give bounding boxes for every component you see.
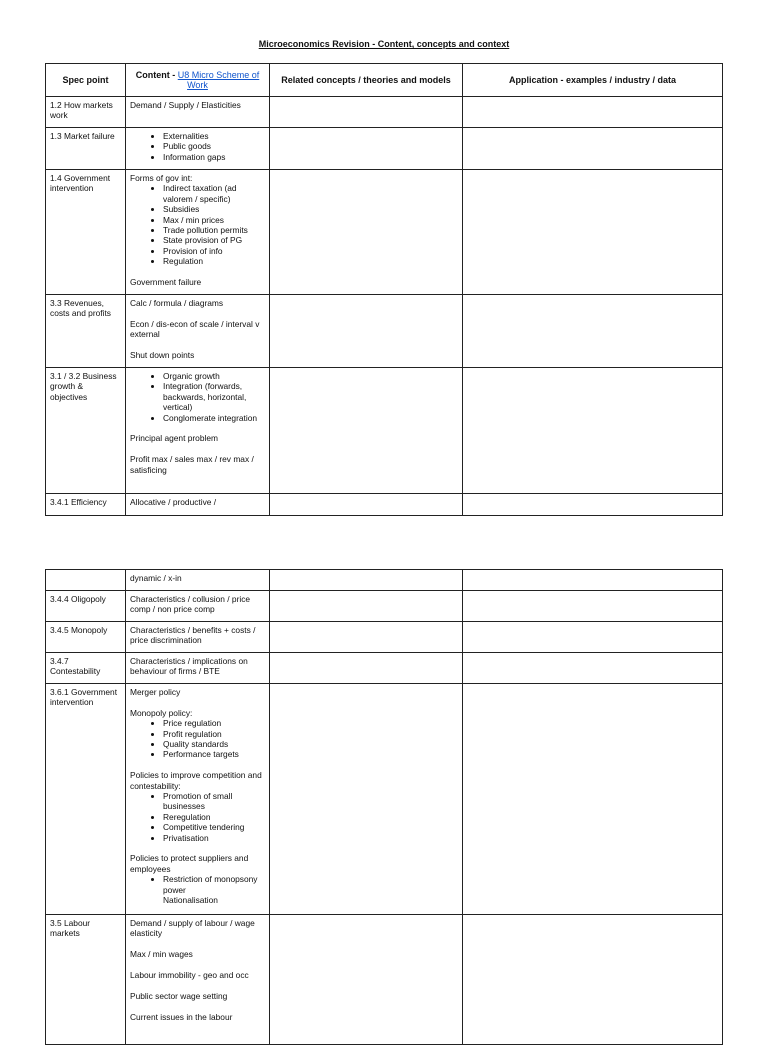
list-item: • Provision of info [163,246,265,256]
header-content-label: Content - [135,69,178,80]
content-block [130,708,265,760]
related-concepts-cell[interactable] [270,368,463,494]
application-cell[interactable] [463,684,723,915]
content-block [130,497,265,507]
list-item: • Price regulation [163,718,265,728]
list-item: • Subsidies [163,204,265,214]
content-text: Demand / Supply / Elasticities [130,100,241,110]
related-concepts-cell[interactable] [270,570,463,591]
content-text: Characteristics / collusion / price comp / non price comp [130,594,251,615]
content-text: Policies to improve competition and contestability: [130,770,262,791]
bullet-list [130,718,265,760]
content-cell [126,295,270,368]
content-text: Merger policy [130,687,181,697]
application-cell[interactable] [463,128,723,170]
spec-point-cell: 1.4 Government intervention [46,170,126,295]
spec-point-cell: 1.2 How markets work [46,97,126,128]
content-block [130,173,265,267]
content-cell [126,97,270,128]
table-row [46,368,723,494]
related-concepts-cell[interactable] [270,170,463,295]
table-row [46,622,723,653]
content-block [130,573,265,583]
list-item: • Competitive tendering [163,822,265,832]
content-text: Public sector wage setting [130,990,228,1001]
content-block [130,319,265,340]
table-row [46,494,723,516]
spec-point-cell: 3.4.7 Contestability [46,653,126,684]
list-item: • State provision of PG [163,235,265,245]
bullet-list [130,874,265,895]
table-row [46,653,723,684]
spec-point-cell: 3.4.4 Oligopoly [46,591,126,622]
table-row [46,591,723,622]
content-text: Characteristics / implications on behaviour of firms / BTE [130,656,248,677]
related-concepts-cell[interactable] [270,591,463,622]
list-item: • Information gaps [163,152,265,162]
bullet-list [130,791,265,843]
content-cell [126,653,270,684]
content-block [130,350,265,360]
content-block [130,949,265,959]
table-row [46,97,723,128]
content-block [130,298,265,308]
list-item: • Regulation [163,256,265,266]
content-block [130,770,265,843]
list-item: • Public goods [163,141,265,151]
table-row [46,570,723,591]
content-text: Calc / formula / diagrams [130,298,224,308]
related-concepts-cell[interactable] [270,915,463,1045]
related-concepts-cell[interactable] [270,653,463,684]
content-cell [126,684,270,915]
content-block [130,1012,265,1022]
content-cell [126,494,270,516]
header-content [126,64,270,97]
content-block [130,131,265,162]
header-spec-point: Spec point [46,64,126,97]
table-row [46,128,723,170]
content-text: Shut down points [130,350,195,360]
content-cell [126,591,270,622]
spec-point-cell: 3.1 / 3.2 Business growth & objectives [46,368,126,494]
content-text: Current issues in the labour [130,1011,233,1022]
table-row [46,170,723,295]
spec-point-cell: 3.6.1 Government intervention [46,684,126,915]
list-item: • Trade pollution permits [163,225,265,235]
content-text: dynamic / x-in [130,573,182,583]
application-cell[interactable] [463,591,723,622]
content-cell [126,368,270,494]
header-related-concepts: Related concepts / theories and models [270,64,463,97]
spec-point-cell: 3.4.1 Efficiency [46,494,126,516]
list-item: • Conglomerate integration [163,413,265,423]
content-block [130,687,265,697]
content-cell [126,570,270,591]
list-item: • Integration (forwards, backwards, horizontal, vertical) [163,381,265,412]
header-row [46,64,723,97]
content-text: Allocative / productive / [130,497,217,507]
list-item: • Organic growth [163,371,265,381]
content-block [130,594,265,615]
header-application: Application - examples / industry / data [463,64,723,97]
table-row [46,295,723,368]
content-block [130,853,265,905]
list-item: • Indirect taxation (ad valorem / specific) [163,183,265,204]
list-item: • Restriction of monopsony power [163,874,265,895]
spec-point-cell: 3.3 Revenues, costs and profits [46,295,126,368]
content-text: Principal agent problem [130,433,218,444]
spec-point-cell: 3.5 Labour markets [46,915,126,1045]
content-text: Characteristics / benefits + costs / price discrimination [130,625,256,646]
content-cell [126,128,270,170]
bullet-list [130,183,265,266]
content-block [130,918,265,939]
related-concepts-cell[interactable] [270,295,463,368]
spec-point-cell: 1.3 Market failure [46,128,126,170]
content-block [130,656,265,677]
content-text: Demand / supply of labour / wage elasticity [130,918,255,939]
content-text: Max / min wages [130,949,193,960]
application-cell[interactable] [463,570,723,591]
table-row [46,915,723,1045]
content-text: Labour immobility - geo and occ [130,970,249,980]
list-item: • Profit regulation [163,729,265,739]
content-block [130,454,265,475]
content-block [130,371,265,423]
related-concepts-cell[interactable] [270,684,463,915]
list-item: • Quality standards [163,739,265,749]
content-block [130,991,265,1001]
application-cell[interactable] [463,368,723,494]
spec-point-cell: 3.4.5 Monopoly [46,622,126,653]
list-item: • Privatisation [163,833,265,843]
application-cell[interactable] [463,170,723,295]
content-text: Forms of gov int: [130,173,193,183]
related-concepts-cell[interactable] [270,128,463,170]
revision-table-part-1 [45,63,723,516]
application-cell[interactable] [463,295,723,368]
content-text: Profit max / sales max / rev max / satisficing [130,454,254,475]
content-text: Monopoly policy: [130,707,193,718]
application-cell[interactable] [463,915,723,1045]
related-concepts-cell[interactable] [270,494,463,516]
content-text: Nationalisation [163,895,218,906]
application-cell[interactable] [463,97,723,128]
list-item: • Max / min prices [163,215,265,225]
application-cell[interactable] [463,653,723,684]
list-item: • Promotion of small businesses [163,791,265,812]
related-concepts-cell[interactable] [270,622,463,653]
application-cell[interactable] [463,622,723,653]
application-cell[interactable] [463,494,723,516]
content-text: Government failure [130,277,202,288]
list-item: • Externalities [163,131,265,141]
spec-point-cell [46,570,126,591]
list-item: • Performance targets [163,749,265,759]
content-cell [126,170,270,295]
content-cell [126,622,270,653]
content-block [130,433,265,443]
bullet-list [130,371,265,423]
revision-table-part-2 [45,569,723,1045]
document-title: Microeconomics Revision - Content, concepts and context [258,39,510,49]
content-cell [126,915,270,1045]
content-block [130,277,265,287]
table-row [46,684,723,915]
content-text: Policies to protect suppliers and employees [130,853,249,874]
bullet-list [130,131,265,162]
content-text: Econ / dis-econ of scale / interval v external [130,318,260,340]
scheme-of-work-link[interactable]: U8 Micro Scheme of Work [177,69,260,90]
related-concepts-cell[interactable] [270,97,463,128]
content-block [130,625,265,646]
list-item: • Reregulation [163,812,265,822]
content-block [130,970,265,980]
content-block [130,100,265,110]
